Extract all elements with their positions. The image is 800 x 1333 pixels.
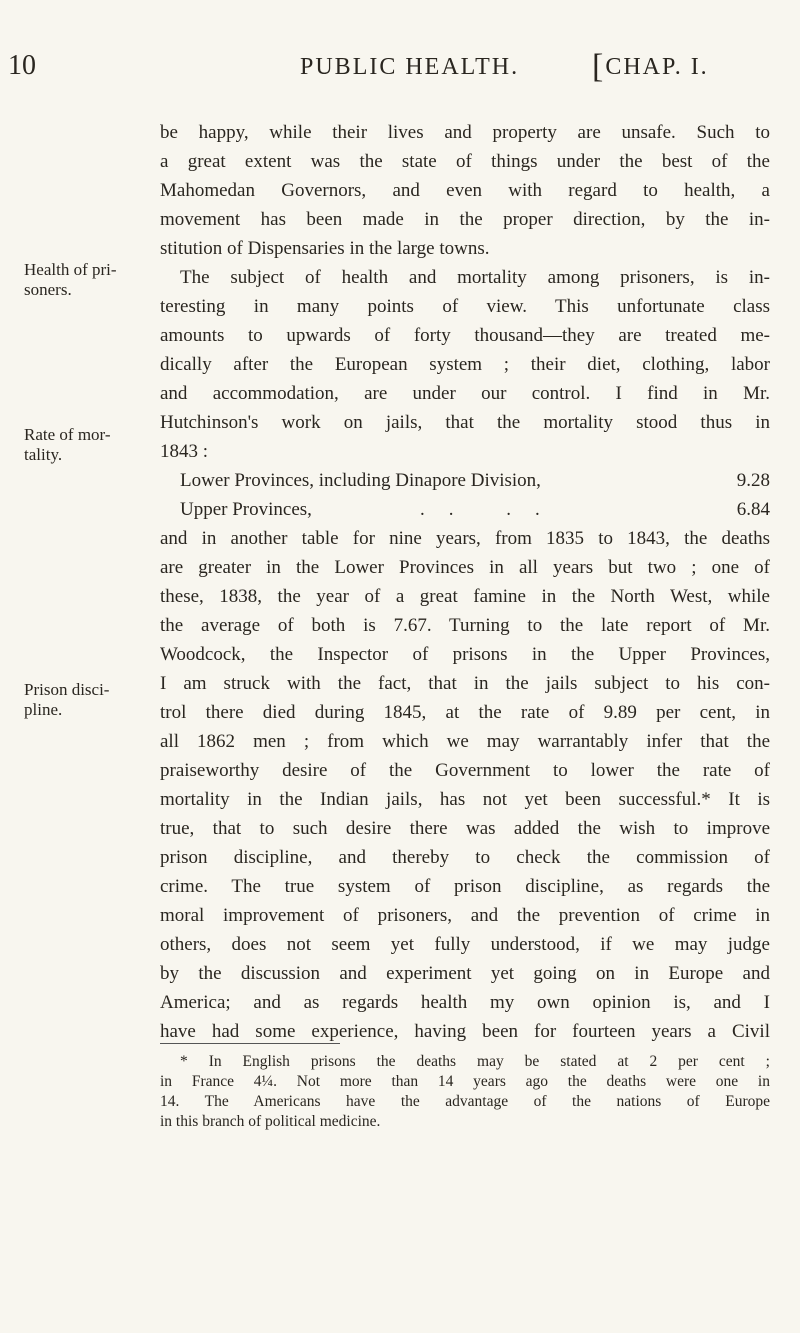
footnote xyxy=(160,1052,770,1132)
text-line: mortality in the Indian jails, has not yet been successful.* It is xyxy=(160,789,770,810)
sidenote-line: soners. xyxy=(24,280,72,299)
text-line: praiseworthy desire of the Government to lower the rate of xyxy=(160,760,770,781)
text-line: and in another table for nine years, from 1835 to 1843, the deaths xyxy=(160,528,770,549)
text-line: and accommodation, are under our control. I find in Mr. xyxy=(160,383,770,404)
sidenote-line: Prison disci- xyxy=(24,680,110,699)
body-text xyxy=(160,118,770,1046)
footnote-line: in this branch of political medicine. xyxy=(160,1113,381,1130)
page-header xyxy=(0,50,800,90)
chapter-text: CHAP. I. xyxy=(605,54,709,80)
row-value: 9.28 xyxy=(736,470,770,491)
text-line: I am struck with the fact, that in the jails subject to his con- xyxy=(160,673,770,694)
text-line: a great extent was the state of things under the best of the xyxy=(160,151,770,172)
row-label: Upper Provinces, xyxy=(180,499,312,520)
footnote-line: * In English prisons the deaths may be stated at 2 per cent ; xyxy=(180,1053,770,1070)
text-line: The subject of health and mortality among prisoners, is in- xyxy=(180,267,770,288)
text-line: trol there died during 1845, at the rate of 9.89 per cent, in xyxy=(160,702,770,723)
sidenote-line: Rate of mor- xyxy=(24,425,111,444)
text-line: are greater in the Lower Provinces in all years but two ; one of xyxy=(160,557,770,578)
text-line: the average of both is 7.67. Turning to the late report of Mr. xyxy=(160,615,770,636)
text-line: Hutchinson's work on jails, that the mortality stood thus in xyxy=(160,412,770,433)
footnote-line: in France 4¼. Not more than 14 years ago the deaths were one in xyxy=(160,1073,770,1090)
mortality-row-upper-provinces xyxy=(160,495,770,524)
running-head: PUBLIC HEALTH. xyxy=(300,54,520,80)
text-line: moral improvement of prisoners, and the prevention of crime in xyxy=(160,905,770,926)
sidenote-prison-discipline xyxy=(24,680,134,720)
sidenote-line: pline. xyxy=(24,700,63,719)
text-line: prison discipline, and thereby to check the commission of xyxy=(160,847,770,868)
sidenote-line: Health of pri- xyxy=(24,260,117,279)
text-line: dically after the European system ; their diet, clothing, labor xyxy=(160,354,770,375)
text-line: have had some experience, having been for fourteen years a Civil xyxy=(160,1021,770,1042)
text-line: these, 1838, the year of a great famine in the North West, while xyxy=(160,586,770,607)
text-line: be happy, while their lives and property are unsafe. Such to xyxy=(160,122,770,143)
footnote-rule xyxy=(160,1043,340,1044)
sidenote-health-of-prisoners xyxy=(24,260,134,300)
text-line: true, that to such desire there was added the wish to improve xyxy=(160,818,770,839)
text-line: others, does not seem yet fully understood, if we may judge xyxy=(160,934,770,955)
row-value: 6.84 xyxy=(736,499,770,520)
row-leader-dots: .. .. xyxy=(420,499,564,520)
sidenote-line: tality. xyxy=(24,445,63,464)
text-line: Woodcock, the Inspector of prisons in the Upper Provinces, xyxy=(160,644,770,665)
text-line: movement has been made in the proper direction, by the in- xyxy=(160,209,770,230)
text-line: crime. The true system of prison discipline, as regards the xyxy=(160,876,770,897)
text-line: 1843 : xyxy=(160,441,209,462)
text-line: by the discussion and experiment yet going on in Europe and xyxy=(160,963,770,984)
text-line: stitution of Dispensaries in the large towns. xyxy=(160,238,490,259)
footnote-line: 14. The Americans have the advantage of the nations of Europe xyxy=(160,1093,770,1110)
chapter-label xyxy=(592,48,709,85)
text-line: all 1862 men ; from which we may warrantably infer that the xyxy=(160,731,770,752)
text-line: Mahomedan Governors, and even with regard to health, a xyxy=(160,180,770,201)
row-label: Lower Provinces, including Dinapore Division, xyxy=(180,470,541,491)
mortality-row-lower-provinces xyxy=(160,466,770,495)
sidenote-rate-of-mortality xyxy=(24,425,134,465)
page-number: 10 xyxy=(8,50,36,81)
text-line: America; and as regards health my own opinion is, and I xyxy=(160,992,770,1013)
text-line: teresting in many points of view. This unfortunate class xyxy=(160,296,770,317)
open-bracket: [ xyxy=(592,48,606,85)
text-line: amounts to upwards of forty thousand—they are treated me- xyxy=(160,325,770,346)
